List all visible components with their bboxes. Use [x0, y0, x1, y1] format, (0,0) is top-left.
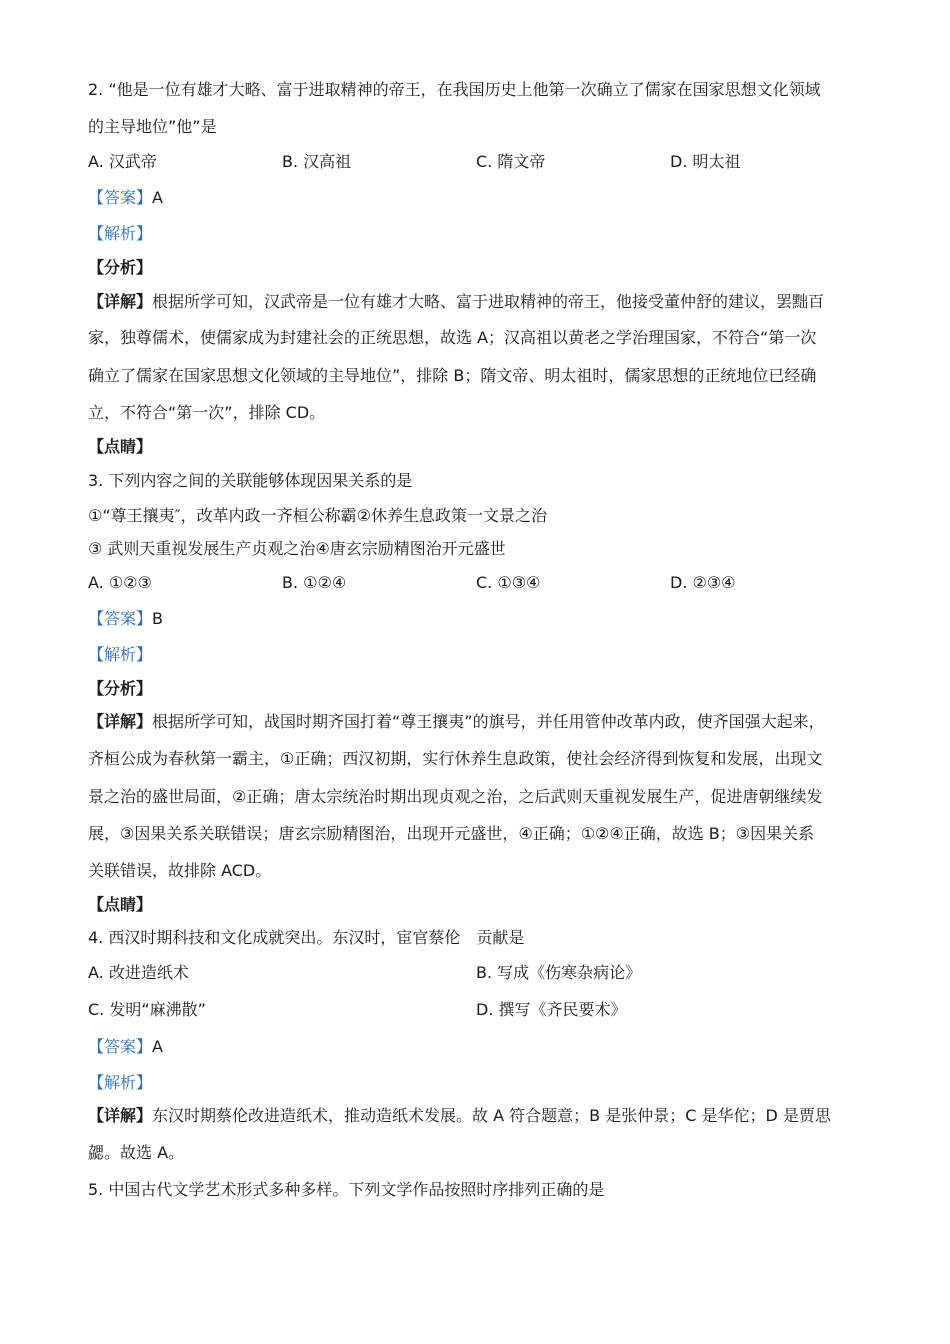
q2-answer: [88, 188, 163, 208]
q2-option-b: B. 汉高祖: [282, 152, 352, 171]
q3-detail-line4: 展，③因果关系关联错误；唐玄宗励精图治，出现开元盛世，④正确；①②④正确，故选 B；③因果关系: [88, 824, 815, 843]
q4-option-c: C. 发明“麻沸散”: [88, 1000, 206, 1019]
q2-stem-line2: 的主导地位”他”是: [88, 117, 217, 136]
answer-value: A: [152, 1037, 163, 1056]
q2-jiexi-tag: 【解析】: [88, 224, 153, 243]
xiangjie-tag: 【详解】: [88, 1106, 153, 1125]
q3-stem: 3. 下列内容之间的关联能够体现因果关系的是: [88, 471, 413, 490]
answer-tag: 【答案】: [88, 1037, 153, 1056]
q3-detail-line1: [88, 712, 825, 732]
q3-option-d: D. ②③④: [670, 573, 736, 592]
q3-option-c: C. ①③④: [476, 573, 541, 592]
q4-detail-line1: [88, 1106, 831, 1126]
q2-option-a: A. 汉武帝: [88, 152, 157, 171]
q2-dianjing-tag: 【点睛】: [88, 437, 153, 456]
q3-option-a: A. ①②③: [88, 573, 152, 592]
q3-items-line2: ③ 武则天重视发展生产贞观之治④唐玄宗励精图治开元盛世: [88, 539, 506, 558]
q2-stem-line1: 2. “他是一位有雄才大略、富于进取精神的帝王，在我国历史上他第一次确立了儒家在国家思想文化领域: [88, 80, 821, 99]
q3-option-b: B. ①②④: [282, 573, 347, 592]
answer-tag: 【答案】: [88, 609, 153, 628]
q2-option-c: C. 隋文帝: [476, 152, 546, 171]
xiangjie-tag: 【详解】: [88, 712, 153, 731]
q2-detail-line1: [88, 292, 824, 312]
q4-option-d: D. 撰写《齐民要术》: [476, 1000, 627, 1019]
q3-dianjing-tag: 【点睛】: [88, 895, 153, 914]
q4-jiexi-tag: 【解析】: [88, 1073, 153, 1092]
q2-detail-line4: 立，不符合“第一次”，排除 CD。: [88, 403, 326, 422]
q3-jiexi-tag: 【解析】: [88, 645, 153, 664]
detail-text: 根据所学可知，汉武帝是一位有雄才大略、富于进取精神的帝王，他接受董仲舒的建议，罢黜百: [152, 292, 825, 311]
detail-text: 根据所学可知，战国时期齐国打着“尊王攘夷”的旗号，并任用管仲改革内政，使齐国强大起来，: [152, 712, 825, 731]
q4-option-a: A. 改进造纸术: [88, 963, 189, 982]
q5-stem: 5. 中国古代文学艺术形式多种多样。下列文学作品按照时序排列正确的是: [88, 1180, 605, 1199]
q4-option-b: B. 写成《伤寒杂病论》: [476, 963, 642, 982]
q3-detail-line5: 关联错误，故排除 ACD。: [88, 861, 272, 880]
q4-stem: 4. 西汉时期科技和文化成就突出。东汉时，宦官蔡伦 贡献是: [88, 928, 525, 947]
q4-answer: [88, 1037, 163, 1057]
q3-fenxi-tag: 【分析】: [88, 679, 153, 698]
q3-items-line1: ①“尊王攘夷″，改革内政一齐桓公称霸②休养生息政策一文景之治: [88, 506, 547, 525]
q2-option-d: D. 明太祖: [670, 152, 741, 171]
q3-detail-line3: 景之治的盛世局面，②正确；唐太宗统治时期出现贞观之治，之后武则天重视发展生产，促进唐朝继续发: [88, 787, 823, 806]
q4-detail-line2: 勰。故选 A。: [88, 1143, 185, 1162]
detail-text: 东汉时期蔡伦改进造纸术，推动造纸术发展。故 A 符合题意；B 是张仲景；C 是华佗；D 是贾思: [152, 1106, 831, 1125]
xiangjie-tag: 【详解】: [88, 292, 153, 311]
q3-answer: [88, 609, 163, 629]
q2-detail-line2: 家，独尊儒术，使儒家成为封建社会的正统思想，故选 A；汉高祖以黄老之学治理国家，不符合“第一次: [88, 328, 817, 347]
q3-detail-line2: 齐桓公成为春秋第一霸主，①正确；西汉初期，实行休养生息政策，使社会经济得到恢复和发展，出现文: [88, 749, 823, 768]
q2-detail-line3: 确立了儒家在国家思想文化领域的主导地位”，排除 B；隋文帝、明太祖时，儒家思想的正统地位已经确: [88, 366, 817, 385]
q2-fenxi-tag: 【分析】: [88, 258, 153, 277]
answer-value: A: [152, 188, 163, 207]
answer-tag: 【答案】: [88, 188, 153, 207]
answer-value: B: [152, 609, 163, 628]
